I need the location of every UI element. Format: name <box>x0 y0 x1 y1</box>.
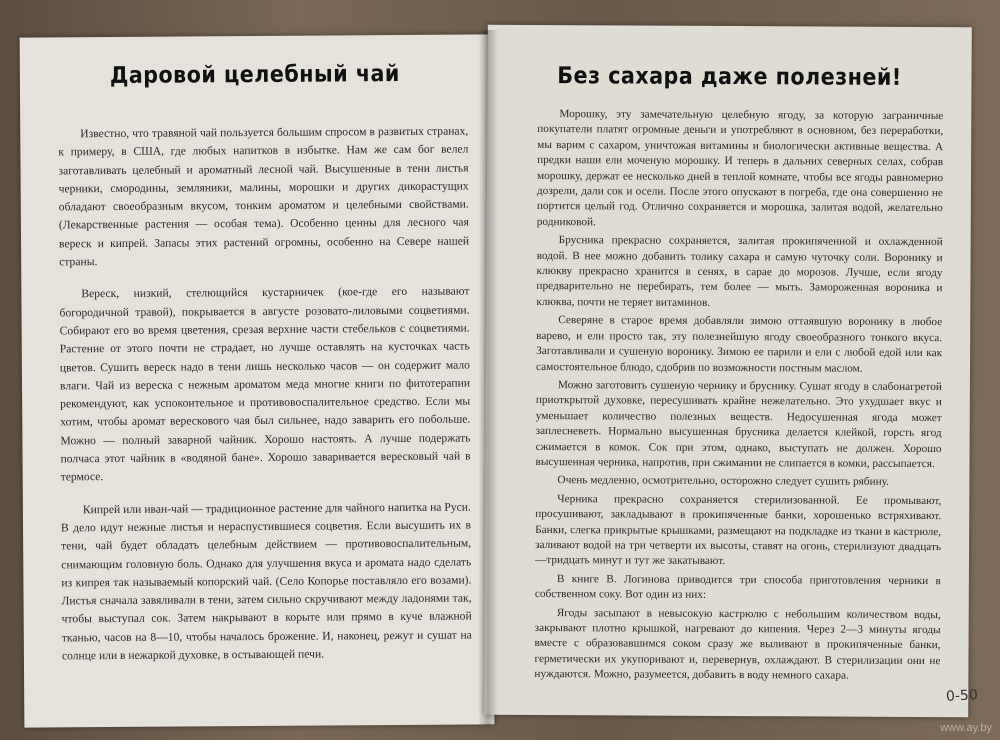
right-page-title: Без сахара даже полезней! <box>557 63 902 91</box>
right-paragraph: Морошку, эту замечательную целебную ягоду, за которую заграничные покупатели платят огромные деньги и употребляют в основном, без переработки, мы варим с сахаром, уничтожая витамины и биологически активные вещества. А предки наши ели моченую морошку. И теперь в дальних северных селах, собрав морошку, держат ее несколько дней в теплой комнате, чтобы все ягоды равномерно дозрели, дали сок и осели. После этого опускают в погреба, где она совершенно не портится целый год. Отлично сохраняется и морошка, залитая водой, желательно родниковой. <box>536 108 944 229</box>
left-paragraph: Известно, что травяной чай пользуется большим спросом в развитых странах, к примеру, в США, где любых напитков в избытке. Нам же сам бог велел заготавливать целебный и ароматный лесной чай. Высушенные в тени листья черники, смородины, земляники, малины, морошки и других дикорастущих обладают своеобразным вкусом, тонким ароматом и целебными свойствами. (Лекарственные растения — особая тема). Особенно ценны для лесного чая вереск и кипрей. Запасы этих растений огромны, особенно на Севере нашей страны. <box>58 124 470 269</box>
right-paragraph: Северяне в старое время добавляли зимою оттаявшую воронику в любое варево, и ели просто так, эту полезнейшую ягоду своеобразного тонкого вкуса. Заготавливали и сушеную воронику. Зимою ее парили и ели с любой едой или как самостоятельное блюдо, сдобрив по возможности постным маслом. <box>535 314 943 375</box>
right-paragraph: Брусника прекрасно сохраняется, залитая прокипяченной и охлажденной водой. В нее можно добавить толику сахара и самую чуточку соли. Воронику и клюкву прекрасно хранится в сенях, в сарае до морозов. Лучше, если ягоду предварительно не перебирать, тем более — мыть. Замороженная вороника и клюква, почти не теряет витаминов. <box>536 234 943 309</box>
left-page-title: Даровой целебный чай <box>109 60 400 90</box>
right-paragraph: В книге В. Логинова приводится три способа приготовления черники в собственном соку. Вот один из них: <box>534 572 941 602</box>
right-paragraph: Можно заготовить сушеную чернику и бруснику. Сушат ягоду в слабонагретой приоткрытой духовке, пересушивать крайне нежелательно. Это ухудшает вкус и уменьшает количество полезных веществ. Недосушенная ягода может заплесневеть. Нормально высушенная брусника делается клейкой, горсть ягод сжимается в комок. Сок при этом, однако, выступать не должен. Хорошо высушенная черника, напротив, при сжимании не слипается в комки, рассыпается. <box>535 379 942 471</box>
site-watermark: www.ay.by <box>940 722 992 734</box>
right-page-body <box>534 107 943 688</box>
handwritten-price: 0-50 <box>945 687 979 705</box>
right-page <box>484 25 972 718</box>
right-paragraph: Очень медленно, осмотрительно, осторожно следует сушить рябину. <box>557 474 890 489</box>
left-page-body <box>58 123 472 680</box>
left-page <box>20 34 495 727</box>
left-paragraph: Вереск, низкий, стелющийся кустарничек (кое-где его называют богородичной травой), покрывается в августе розовато-лиловыми соцветиями. Собирают его во время цветения, срезая верхние части стебельков с соцветиями. Растение от этого почти не страдает, но лучше оставлять на кусточках часть цветов. Сушить вереск надо в тени лишь несколько часов — он содержит мало влаги. Чай из вереска с нежным ароматом меда многие книги по фитотерапии рекомендуют, как успокоительное и противовоспалительное средство. Если мы хотим, чтобы аромат верескового чая был сильнее, надо заварить его побольше. Можно — полный заварной чайник. Хорошо настоять. А лучше подержать полчаса этот чайник в «водяной бане». Хорошо заваривается вересковый чай в термосе. <box>59 284 471 484</box>
left-paragraph: Кипрей или иван-чай — традиционное растение для чайного напитка на Руси. В дело идут нежные листья и нераспустившиеся соцветия. Если высушить их в тени, чай будет обладать целебным действием — противовоспалительным, снимающим головную боль. Однако для улучшения вкуса и аромата надо сделать из кипрея так называемый копорский чай. (Село Копорье поставляло его возами). Листья сначала завяливали в тени, затем сильно скручивают между ладонями так, чтобы выступал сок. Затем накрывают в корыте или прямо в куче влажной тканью, часов на 8—10, чтобы началось брожение. И, наконец, режут и сушат на солнце или в нежаркой духовке, в остывающей печи. <box>60 500 472 663</box>
right-paragraph: Ягоды засыпают в невысокую кастрюлю с небольшим количеством воды, закрывают плотно крышкой, нагревают до кипения. Через 2—3 минуты ягоды вместе с образовавшимся соком сразу же выливают в прокипяченные банки, герметически их укупоривают и, перевернув, охлаждают. В стерилизации они не нуждаются. Можно, разумеется, добавить в воду немного сахара. <box>534 606 941 682</box>
right-paragraph: Черника прекрасно сохраняется стерилизованной. Ее промывают, просушивают, закладывают в прокипяченные банки, хорошенько встряхивают. Банки, слегка прикрытые крышками, размещают на подкладке из ткани в кастрюле, заливают водой на три четверти их высоты, ставят на огонь, стерилизуют двадцать—тридцать минут и тут же закатывают. <box>534 492 942 568</box>
